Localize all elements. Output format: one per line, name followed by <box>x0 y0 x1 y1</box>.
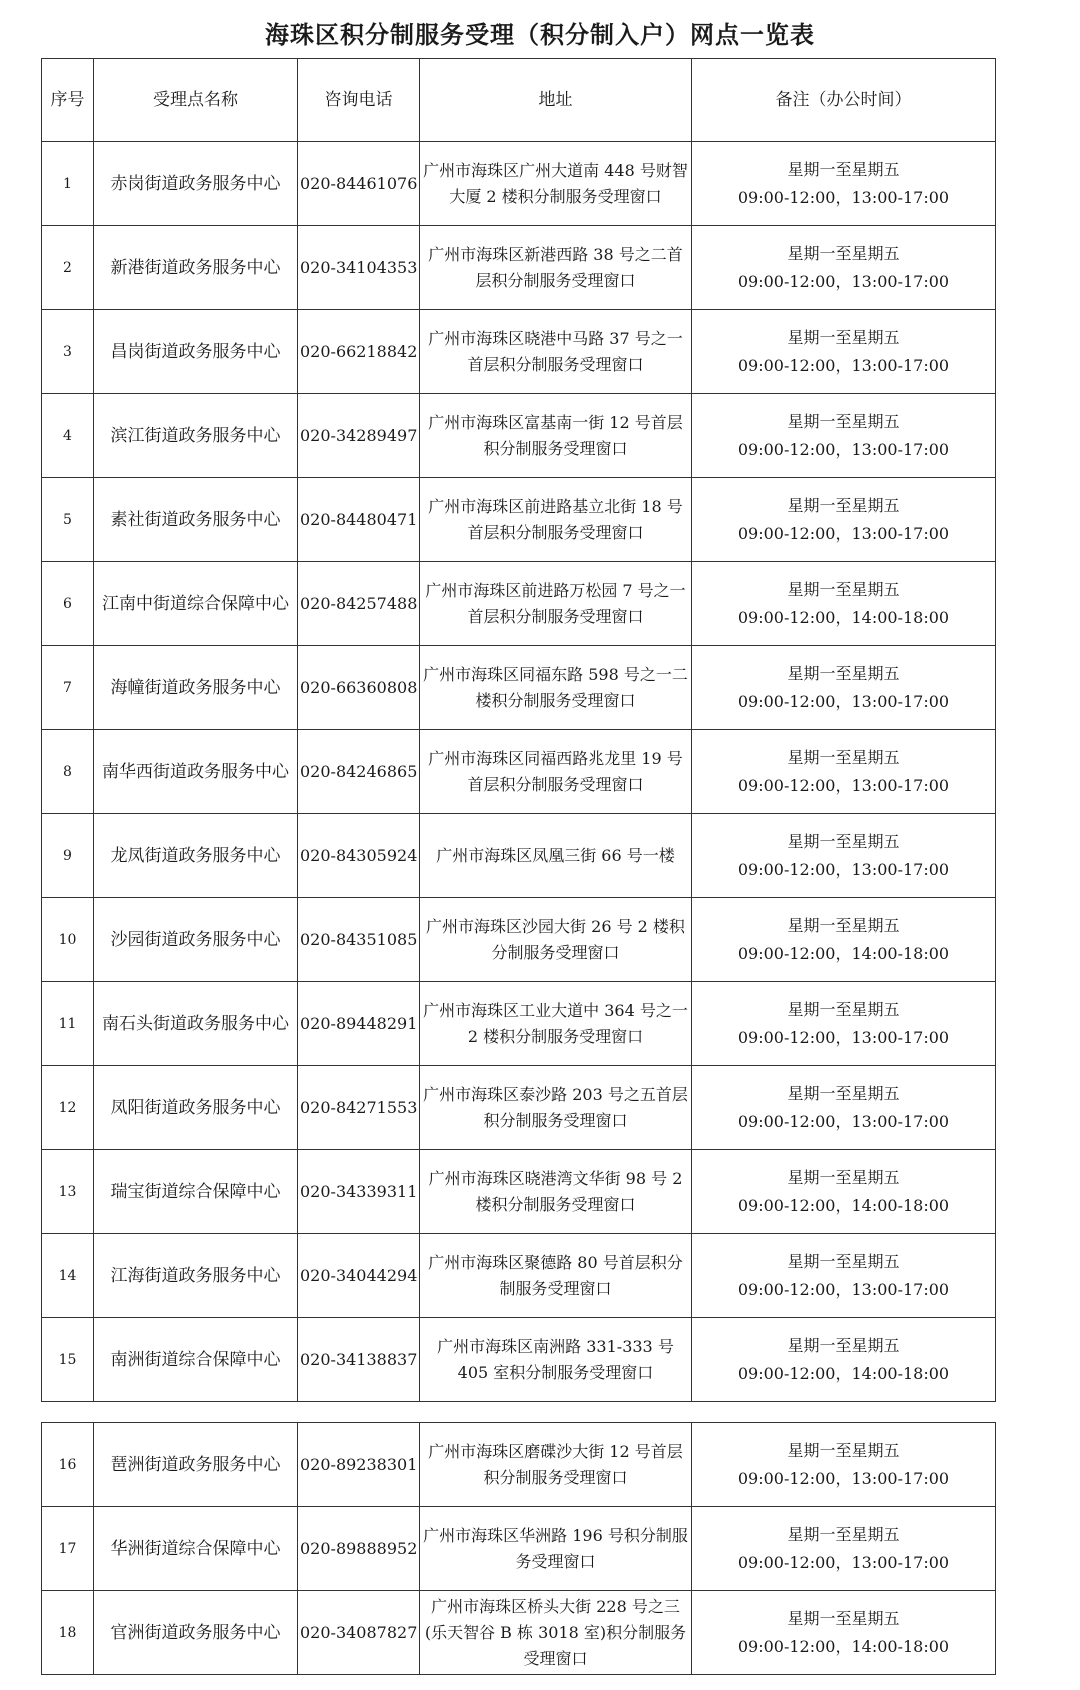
cell-office-hours <box>692 1234 996 1318</box>
cell-address: 广州市海珠区新港西路 38 号之二首层积分制服务受理窗口 <box>420 226 692 310</box>
cell-address: 广州市海珠区桥头大街 228 号之三(乐天智谷 B 栋 3018 室)积分制服务受理窗口 <box>420 1591 692 1675</box>
cell-serial-number: 7 <box>42 646 94 730</box>
cell-address: 广州市海珠区同福东路 598 号之一二楼积分制服务受理窗口 <box>420 646 692 730</box>
office-hours: 09:00-12:00，13:00-17:00 <box>737 355 950 375</box>
table-row <box>42 646 996 730</box>
office-hours: 09:00-12:00，13:00-17:00 <box>737 775 950 795</box>
cell-serial-number: 4 <box>42 394 94 478</box>
table-row <box>42 982 996 1066</box>
cell-service-point-name: 琶洲街道政务服务中心 <box>94 1423 298 1507</box>
office-days: 星期一至星期五 <box>787 1524 900 1544</box>
cell-address: 广州市海珠区晓港中马路 37 号之一首层积分制服务受理窗口 <box>420 310 692 394</box>
table-row <box>42 1507 996 1591</box>
cell-address: 广州市海珠区聚德路 80 号首层积分制服务受理窗口 <box>420 1234 692 1318</box>
cell-serial-number: 15 <box>42 1318 94 1402</box>
cell-office-hours <box>692 1591 996 1675</box>
cell-serial-number: 13 <box>42 1150 94 1234</box>
office-hours: 09:00-12:00，14:00-18:00 <box>737 1195 950 1215</box>
office-hours: 09:00-12:00，13:00-17:00 <box>737 523 950 543</box>
header-service-point-name: 受理点名称 <box>94 59 298 142</box>
office-hours: 09:00-12:00，13:00-17:00 <box>737 439 950 459</box>
cell-phone: 020-84461076 <box>298 142 420 226</box>
cell-service-point-name: 沙园街道政务服务中心 <box>94 898 298 982</box>
cell-serial-number: 6 <box>42 562 94 646</box>
office-days: 星期一至星期五 <box>787 243 900 263</box>
cell-phone: 020-84246865 <box>298 730 420 814</box>
cell-service-point-name: 新港街道政务服务中心 <box>94 226 298 310</box>
cell-office-hours <box>692 562 996 646</box>
cell-phone: 020-84271553 <box>298 1066 420 1150</box>
cell-address: 广州市海珠区工业大道中 364 号之一 2 楼积分制服务受理窗口 <box>420 982 692 1066</box>
cell-phone: 020-34138837 <box>298 1318 420 1402</box>
cell-address: 广州市海珠区磨碟沙大街 12 号首层积分制服务受理窗口 <box>420 1423 692 1507</box>
table-row <box>42 1150 996 1234</box>
cell-phone: 020-34104353 <box>298 226 420 310</box>
cell-service-point-name: 江海街道政务服务中心 <box>94 1234 298 1318</box>
cell-phone: 020-34044294 <box>298 1234 420 1318</box>
cell-address: 广州市海珠区泰沙路 203 号之五首层积分制服务受理窗口 <box>420 1066 692 1150</box>
office-days: 星期一至星期五 <box>787 579 900 599</box>
office-days: 星期一至星期五 <box>787 747 900 767</box>
cell-service-point-name: 海幢街道政务服务中心 <box>94 646 298 730</box>
office-days: 星期一至星期五 <box>787 495 900 515</box>
cell-office-hours <box>692 730 996 814</box>
cell-phone: 020-89238301 <box>298 1423 420 1507</box>
office-days: 星期一至星期五 <box>787 411 900 431</box>
cell-address: 广州市海珠区前进路万松园 7 号之一首层积分制服务受理窗口 <box>420 562 692 646</box>
cell-service-point-name: 南华西街道政务服务中心 <box>94 730 298 814</box>
table-row <box>42 898 996 982</box>
office-days: 星期一至星期五 <box>787 663 900 683</box>
cell-serial-number: 11 <box>42 982 94 1066</box>
cell-office-hours <box>692 226 996 310</box>
table-row <box>42 730 996 814</box>
table-row <box>42 142 996 226</box>
header-serial-number: 序号 <box>42 59 94 142</box>
header-address: 地址 <box>420 59 692 142</box>
cell-phone: 020-89448291 <box>298 982 420 1066</box>
cell-address: 广州市海珠区富基南一街 12 号首层积分制服务受理窗口 <box>420 394 692 478</box>
table-row <box>42 1066 996 1150</box>
table-row <box>42 1423 996 1507</box>
cell-address: 广州市海珠区凤凰三街 66 号一楼 <box>420 814 692 898</box>
office-hours: 09:00-12:00，14:00-18:00 <box>737 607 950 627</box>
cell-office-hours <box>692 982 996 1066</box>
office-hours: 09:00-12:00，13:00-17:00 <box>737 1552 950 1572</box>
cell-phone: 020-66360808 <box>298 646 420 730</box>
cell-service-point-name: 江南中街道综合保障中心 <box>94 562 298 646</box>
cell-service-point-name: 南石头街道政务服务中心 <box>94 982 298 1066</box>
cell-phone: 020-34289497 <box>298 394 420 478</box>
header-phone: 咨询电话 <box>298 59 420 142</box>
table-row <box>42 310 996 394</box>
table-row <box>42 478 996 562</box>
cell-serial-number: 14 <box>42 1234 94 1318</box>
table-row <box>42 394 996 478</box>
office-days: 星期一至星期五 <box>787 1608 900 1628</box>
table-row <box>42 1591 996 1675</box>
office-hours: 09:00-12:00，14:00-18:00 <box>737 1636 950 1656</box>
office-hours: 09:00-12:00，13:00-17:00 <box>737 187 950 207</box>
table-row <box>42 1234 996 1318</box>
office-hours: 09:00-12:00，13:00-17:00 <box>737 1468 950 1488</box>
cell-office-hours <box>692 1318 996 1402</box>
cell-phone: 020-89888952 <box>298 1507 420 1591</box>
cell-office-hours <box>692 1423 996 1507</box>
cell-address: 广州市海珠区同福西路兆龙里 19 号首层积分制服务受理窗口 <box>420 730 692 814</box>
cell-service-point-name: 赤岗街道政务服务中心 <box>94 142 298 226</box>
cell-address: 广州市海珠区广州大道南 448 号财智大厦 2 楼积分制服务受理窗口 <box>420 142 692 226</box>
cell-office-hours <box>692 142 996 226</box>
cell-service-point-name: 龙凤街道政务服务中心 <box>94 814 298 898</box>
cell-service-point-name: 官洲街道政务服务中心 <box>94 1591 298 1675</box>
office-hours: 09:00-12:00，13:00-17:00 <box>737 1279 950 1299</box>
office-hours: 09:00-12:00，14:00-18:00 <box>737 1363 950 1383</box>
cell-office-hours <box>692 1507 996 1591</box>
cell-office-hours <box>692 1150 996 1234</box>
cell-phone: 020-34339311 <box>298 1150 420 1234</box>
office-hours: 09:00-12:00，13:00-17:00 <box>737 859 950 879</box>
cell-service-point-name: 昌岗街道政务服务中心 <box>94 310 298 394</box>
office-hours: 09:00-12:00，13:00-17:00 <box>737 1111 950 1131</box>
cell-serial-number: 9 <box>42 814 94 898</box>
service-points-table <box>41 58 996 1402</box>
office-days: 星期一至星期五 <box>787 1083 900 1103</box>
cell-phone: 020-84305924 <box>298 814 420 898</box>
cell-phone: 020-84351085 <box>298 898 420 982</box>
cell-office-hours <box>692 814 996 898</box>
cell-service-point-name: 华洲街道综合保障中心 <box>94 1507 298 1591</box>
table-header-row <box>42 59 996 142</box>
cell-serial-number: 16 <box>42 1423 94 1507</box>
page-title: 海珠区积分制服务受理（积分制入户）网点一览表 <box>265 21 815 49</box>
cell-serial-number: 3 <box>42 310 94 394</box>
cell-phone: 020-34087827 <box>298 1591 420 1675</box>
cell-address: 广州市海珠区沙园大街 26 号 2 楼积分制服务受理窗口 <box>420 898 692 982</box>
cell-office-hours <box>692 1066 996 1150</box>
office-days: 星期一至星期五 <box>787 327 900 347</box>
office-days: 星期一至星期五 <box>787 999 900 1019</box>
cell-address: 广州市海珠区南洲路 331-333 号405 室积分制服务受理窗口 <box>420 1318 692 1402</box>
office-days: 星期一至星期五 <box>787 1440 900 1460</box>
cell-office-hours <box>692 394 996 478</box>
cell-service-point-name: 瑞宝街道综合保障中心 <box>94 1150 298 1234</box>
cell-serial-number: 10 <box>42 898 94 982</box>
cell-service-point-name: 素社街道政务服务中心 <box>94 478 298 562</box>
office-days: 星期一至星期五 <box>787 1167 900 1187</box>
office-hours: 09:00-12:00，14:00-18:00 <box>737 943 950 963</box>
table-row <box>42 1318 996 1402</box>
cell-phone: 020-66218842 <box>298 310 420 394</box>
cell-phone: 020-84480471 <box>298 478 420 562</box>
cell-office-hours <box>692 646 996 730</box>
cell-serial-number: 17 <box>42 1507 94 1591</box>
office-hours: 09:00-12:00，13:00-17:00 <box>737 691 950 711</box>
service-points-table-continued <box>41 1422 996 1675</box>
header-notes-office-hours: 备注（办公时间） <box>692 59 996 142</box>
table-row <box>42 562 996 646</box>
cell-office-hours <box>692 898 996 982</box>
office-days: 星期一至星期五 <box>787 1335 900 1355</box>
table-row <box>42 814 996 898</box>
cell-phone: 020-84257488 <box>298 562 420 646</box>
cell-service-point-name: 凤阳街道政务服务中心 <box>94 1066 298 1150</box>
office-hours: 09:00-12:00，13:00-17:00 <box>737 271 950 291</box>
cell-serial-number: 1 <box>42 142 94 226</box>
cell-address: 广州市海珠区前进路基立北街 18 号首层积分制服务受理窗口 <box>420 478 692 562</box>
cell-serial-number: 12 <box>42 1066 94 1150</box>
cell-office-hours <box>692 310 996 394</box>
cell-office-hours <box>692 478 996 562</box>
table-row <box>42 226 996 310</box>
office-hours: 09:00-12:00，13:00-17:00 <box>737 1027 950 1047</box>
office-days: 星期一至星期五 <box>787 159 900 179</box>
cell-serial-number: 18 <box>42 1591 94 1675</box>
office-days: 星期一至星期五 <box>787 915 900 935</box>
cell-service-point-name: 滨江街道政务服务中心 <box>94 394 298 478</box>
cell-serial-number: 2 <box>42 226 94 310</box>
office-days: 星期一至星期五 <box>787 831 900 851</box>
cell-service-point-name: 南洲街道综合保障中心 <box>94 1318 298 1402</box>
office-days: 星期一至星期五 <box>787 1251 900 1271</box>
cell-serial-number: 5 <box>42 478 94 562</box>
cell-address: 广州市海珠区华洲路 196 号积分制服务受理窗口 <box>420 1507 692 1591</box>
cell-serial-number: 8 <box>42 730 94 814</box>
cell-address: 广州市海珠区晓港湾文华街 98 号 2 楼积分制服务受理窗口 <box>420 1150 692 1234</box>
